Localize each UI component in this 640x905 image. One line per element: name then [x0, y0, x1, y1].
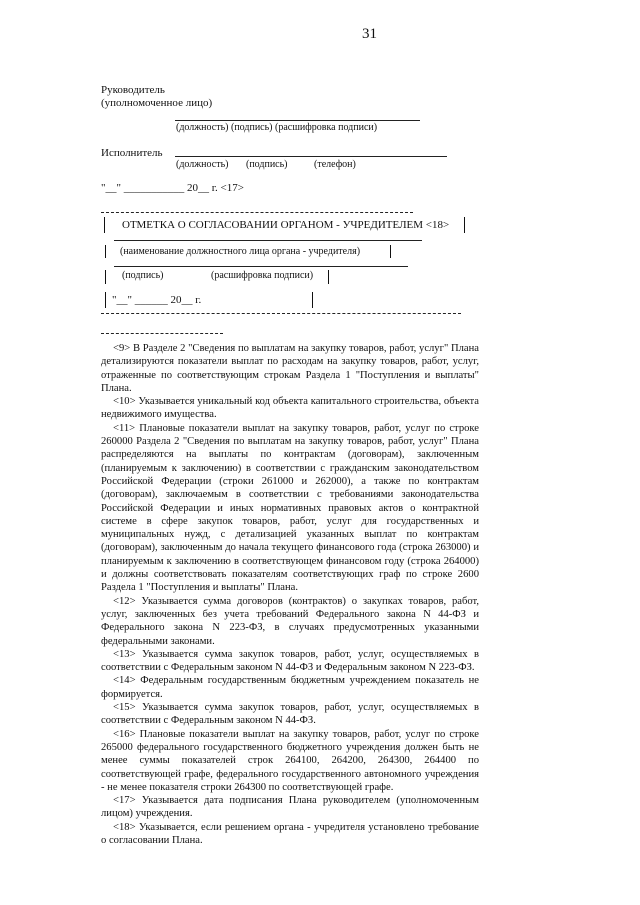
approval-title: ОТМЕТКА О СОГЛАСОВАНИИ ОРГАНОМ - УЧРЕДИТЕЛЕМ <18>: [122, 219, 450, 231]
approval-left-bar-1: [104, 217, 105, 233]
head-label: Руководитель: [101, 84, 165, 96]
footnote-10: <10> Указывается уникальный код объекта капитального строительства, объекта недвижимого имущества.: [101, 396, 479, 421]
executor-signature-line: [175, 156, 447, 157]
executor-label: Исполнитель: [101, 147, 163, 159]
footnote-16: <16> Плановые показатели выплат на закупку товаров, работ, услуг по строке 265000 федерального государственного бюджетного учреждения должен быть не менее суммы показателей строк 264100, 264200, 264300, 264400 по соответствующей графе, федерального государственного автономного учреждения - не менее показателя строки 264300 по соответствующей графе.: [101, 728, 479, 793]
approval-bottom-border: [101, 313, 461, 314]
official-caption-bar: [390, 245, 391, 258]
head-sublabel: (уполномоченное лицо): [101, 97, 213, 109]
footnote-9: <9> В Разделе 2 "Сведения по выплатам на закупку товаров, работ, услуг" Плана детализируются показатели выплат по расходам на закупку товаров, работ, услуг, отраженные по соответствующим строкам Раздела 1 "Поступления и выплаты" Плана.: [101, 343, 479, 394]
approval-signature-caption: (подпись): [122, 270, 164, 281]
head-signature-line: [175, 120, 420, 121]
head-captions: (должность) (подпись) (расшифровка подписи): [176, 122, 378, 133]
footnotes: [101, 342, 479, 847]
official-name-line: [114, 240, 422, 241]
footnote-12: <12> Указывается сумма договоров (контрактов) о закупках товаров, работ, услуг, заключенных без учета требований Федерального закона N 44-ФЗ и Федерального закона N 223-ФЗ, в случаях предусмотренных указанными федеральными законами.: [101, 595, 479, 647]
footnote-15: <15> Указывается сумма закупок товаров, работ, услуг, осуществляемых в соответствии с Федеральным законом N 44-ФЗ.: [101, 702, 479, 727]
executor-caption-position: (должность): [176, 159, 229, 170]
footnote-17: <17> Указывается дата подписания Плана руководителем (уполномоченным лицом) учреждения.: [101, 795, 479, 820]
footnote-11: <11> Плановые показатели выплат на закупку товаров, работ, услуг по строке 260000 Раздела 2 "Сведения по выплатам на закупку товаров, работ, услуг" Плана распределяются на выплаты по контрактам (договорам), заключенным (планируемым к заключению) в соответствии с гражданским законодательством Российской Федерации (строки 261000 и 262000), а также по контрактам (договорам), заключаемым в соответствии с требованиями законодательства Российской Федерации и иных нормативных правовых актов о контрактной системе в сфере закупок товаров, работ, услуг для государственных и муниципальных нужд, с детализацией указанных выплат по контрактам (договорам), заключенным до начала текущего финансового года (строка 263000) и планируемым к заключению в соответствующем финансовом году (строка 264000) и должны соответствовать показателям соответствующих граф по строке 2600 Раздела 1 "Поступления и выплаты" Плана.: [101, 422, 479, 594]
official-caption: (наименование должностного лица органа - учредителя): [120, 246, 361, 257]
executor-caption-phone: (телефон): [314, 159, 356, 170]
approval-left-bar-2: [105, 245, 106, 258]
footnote-separator: [101, 333, 223, 334]
footnote-13: <13> Указывается сумма закупок товаров, работ, услуг, осуществляемых в соответствии с Федеральным законом N 44-ФЗ и Федеральным законом N 223-ФЗ.: [101, 648, 479, 674]
footnote-18: <18> Указывается, если решением органа - учредителя установлено требование о согласовании Плана.: [101, 821, 479, 846]
approval-decoding-caption: (расшифровка подписи): [211, 270, 314, 281]
decoding-caption-bar: [328, 270, 329, 284]
approval-right-bar: [464, 217, 465, 233]
approval-date-line: "__" ______ 20__ г.: [112, 294, 202, 306]
executor-caption-signature: (подпись): [246, 159, 288, 170]
footnote-14: <14> Федеральным государственным бюджетным учреждением показатель не формируется.: [101, 675, 479, 700]
page-number: 31: [362, 26, 377, 42]
signature-date-line: "__" ___________ 20__ г. <17>: [101, 182, 244, 194]
approval-signature-line: [114, 266, 408, 267]
approval-top-border: [101, 212, 413, 213]
approval-date-bar: [312, 292, 313, 308]
approval-left-bar-3: [105, 270, 106, 284]
approval-left-bar-4: [105, 292, 106, 308]
